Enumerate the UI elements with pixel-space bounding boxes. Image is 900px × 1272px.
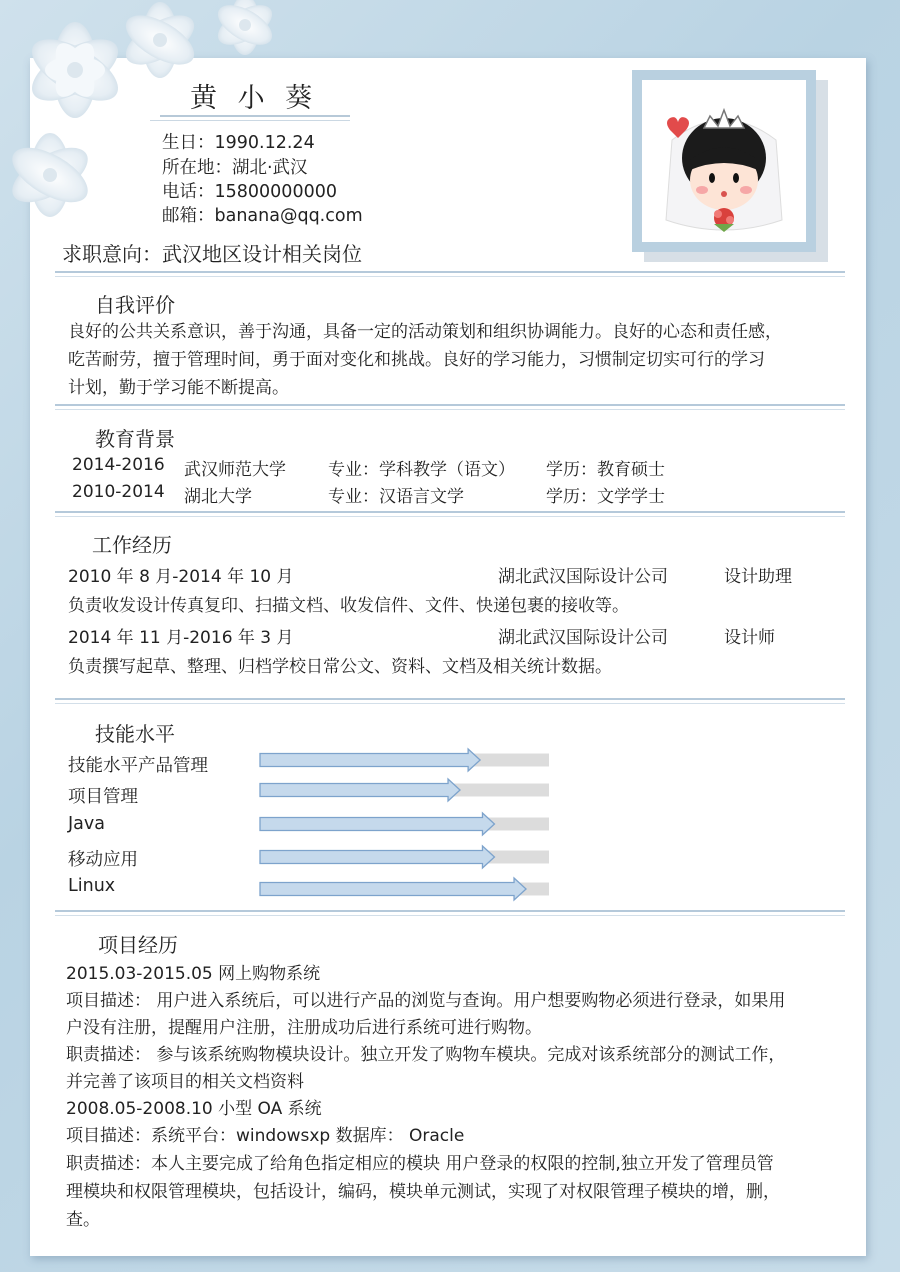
- edu-period: 2014-2016: [72, 455, 165, 475]
- work-company: 湖北武汉国际设计公司: [498, 567, 668, 587]
- skill-level-arrow: [260, 846, 494, 868]
- section-divider: [55, 271, 845, 277]
- section-divider: [55, 698, 845, 704]
- email: 邮箱：banana@qq.com: [162, 206, 363, 226]
- work-period: 2014 年 11 月-2016 年 3 月: [68, 628, 294, 648]
- phone: 电话：15800000000: [162, 182, 337, 202]
- skill-label: 移动应用: [68, 850, 138, 870]
- project-line: 项目描述： 用户进入系统后，可以进行产品的浏览与查询。用户想要购物必须进行登录，如果用: [66, 991, 786, 1011]
- self-eval-line: 吃苦耐劳，擅于管理时间，勇于面对变化和挑战。良好的学习能力，习惯制定切实可行的学习: [68, 350, 765, 370]
- avatar-cartoon-image: [642, 80, 806, 242]
- skill-label: Java: [68, 814, 105, 834]
- skill-level-arrow: [260, 813, 494, 835]
- job-intent: 求职意向：武汉地区设计相关岗位: [62, 242, 362, 266]
- name-underline-thin: [150, 120, 350, 121]
- work-role: 设计师: [724, 628, 775, 648]
- profile-photo-frame: [632, 70, 816, 252]
- edu-degree: 学历：教育硕士: [546, 460, 665, 480]
- skill-bars-chart: [250, 740, 560, 910]
- section-divider: [55, 404, 845, 410]
- self-eval-title: 自我评价: [95, 293, 175, 317]
- work-desc: 负责撰写起草、整理、归档学校日常公文、资料、文档及相关统计数据。: [68, 657, 612, 677]
- skill-label: 项目管理: [68, 787, 138, 807]
- project-line: 户没有注册，提醒用户注册，注册成功后进行系统可进行购物。: [66, 1018, 542, 1038]
- project-line: 职责描述：本人主要完成了给角色指定相应的模块 用户登录的权限的控制,独立开发了管理员管: [66, 1154, 774, 1174]
- project-line: 职责描述： 参与该系统购物模块设计。独立开发了购物车模块。完成对该系统部分的测试工作，: [66, 1045, 786, 1065]
- work-desc: 负责收发设计传真复印、扫描文档、收发信件、文件、快递包裹的接收等。: [68, 596, 629, 616]
- edu-school: 武汉师范大学: [184, 460, 286, 480]
- project-line: 2008.05-2008.10 小型 OA 系统: [66, 1099, 322, 1119]
- projects-title: 项目经历: [98, 933, 178, 957]
- edu-period: 2010-2014: [72, 482, 165, 502]
- education-title: 教育背景: [95, 427, 175, 451]
- skill-label: Linux: [68, 876, 116, 896]
- birth-date: 生日：1990.12.24: [162, 133, 315, 153]
- project-line: 并完善了该项目的相关文档资料: [66, 1072, 304, 1092]
- section-divider: [55, 910, 845, 916]
- name-underline: [160, 115, 350, 117]
- skill-level-arrow: [260, 749, 480, 771]
- work-role: 设计助理: [724, 567, 792, 587]
- skill-level-arrow: [260, 878, 526, 900]
- candidate-name: 黄 小 葵: [190, 83, 319, 114]
- edu-school: 湖北大学: [184, 487, 252, 507]
- project-line: 项目描述：系统平台：windowsxp 数据库： Oracle: [66, 1126, 465, 1146]
- skills-title: 技能水平: [95, 722, 175, 746]
- edu-degree: 学历：文学学士: [546, 487, 665, 507]
- skill-level-arrow: [260, 779, 460, 801]
- edu-major: 专业：汉语言文学: [328, 487, 464, 507]
- work-period: 2010 年 8 月-2014 年 10 月: [68, 567, 294, 587]
- location: 所在地：湖北·武汉: [162, 158, 308, 178]
- project-line: 查。: [66, 1210, 100, 1230]
- edu-major: 专业：学科教学（语文）: [328, 460, 515, 480]
- project-line: 2015.03-2015.05 网上购物系统: [66, 964, 321, 984]
- work-title: 工作经历: [92, 533, 172, 557]
- self-eval-line: 计划，勤于学习能不断提高。: [68, 378, 289, 398]
- work-company: 湖北武汉国际设计公司: [498, 628, 668, 648]
- project-line: 理模块和权限管理模块，包括设计，编码，模块单元测试，实现了对权限管理子模块的增，删，: [66, 1182, 780, 1202]
- self-eval-line: 良好的公共关系意识，善于沟通，具备一定的活动策划和组织协调能力。良好的心态和责任感，: [68, 322, 782, 342]
- section-divider: [55, 511, 845, 517]
- skill-label: 技能水平产品管理: [68, 756, 208, 776]
